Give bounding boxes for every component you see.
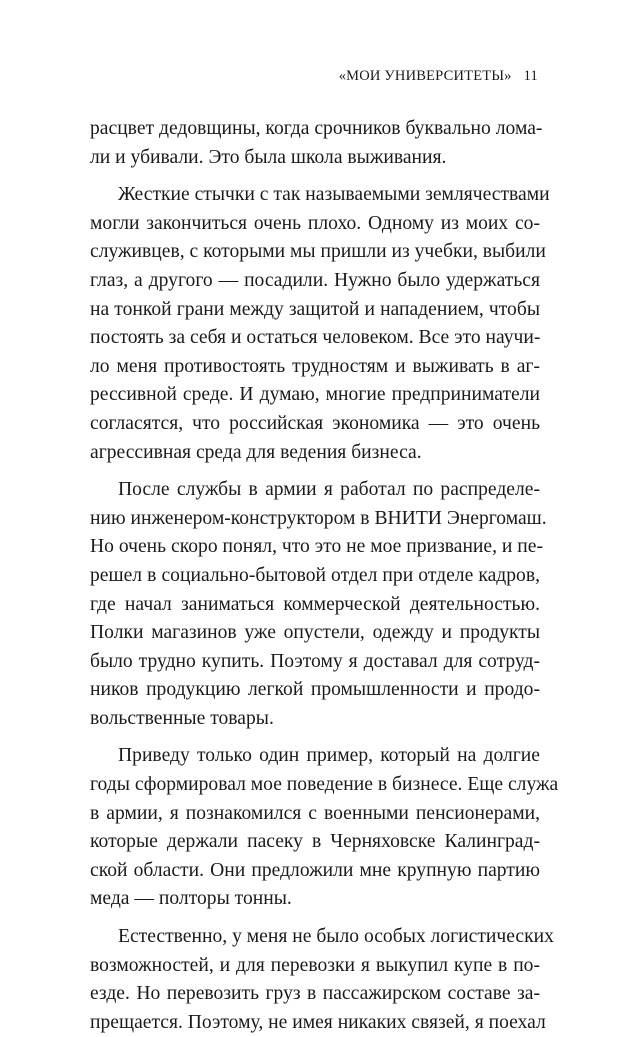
- text-line: где начал заниматься коммерческой деятельностью.: [90, 593, 540, 615]
- text-line: которые держали пасеку в Черняховске Калинград-: [90, 831, 540, 853]
- text-line: годы сформировал мое поведение в бизнесе. Еще служа: [90, 774, 559, 796]
- paragraph: [90, 476, 547, 733]
- paragraph: [90, 923, 554, 1037]
- text-line: глаз, а другого — посадили. Нужно было удержаться: [90, 269, 540, 291]
- paragraph: [90, 115, 543, 172]
- page-number: 11: [523, 68, 538, 84]
- text-line: нию инженером-конструктором в ВНИТИ Энергомаш.: [90, 507, 547, 529]
- text-line: Но очень скоро понял, что это не мое призвание, и пе-: [90, 536, 543, 558]
- text-line: на тонкой грани между защитой и нападением, чтобы: [90, 298, 540, 320]
- text-line: было трудно купить. Поэтому я доставал для сотруд-: [90, 650, 540, 672]
- text-line: ской области. Они предложили мне крупную партию: [90, 859, 540, 881]
- running-title: «МОИ УНИВЕРСИТЕТЫ»: [338, 68, 512, 84]
- text-line: вольственные товары.: [90, 707, 274, 729]
- text-line: в армии, я познакомился с военными пенсионерами,: [90, 802, 540, 824]
- paragraph-gap: [90, 467, 540, 476]
- body-text: [90, 115, 559, 1037]
- paragraph: [90, 742, 559, 914]
- text-line: меда — полторы тонны.: [90, 888, 292, 910]
- text-line: рессивной среде. И думаю, многие предприниматели: [90, 384, 540, 406]
- text-line: постоять за себя и остаться человеком. Все это научи-: [90, 327, 541, 349]
- text-line: Жесткие стычки с так называемыми землячествами: [118, 184, 550, 206]
- paragraph-gap: [90, 914, 540, 923]
- text-line: Полки магазинов уже опустели, одежду и продукты: [90, 622, 540, 644]
- text-line: согласятся, что российская экономика — это очень: [90, 412, 540, 434]
- text-line: возможностей, и для перевозки я выкупил купе в по-: [90, 954, 540, 976]
- paragraph-gap: [90, 172, 540, 181]
- text-line: служивцев, с которыми мы пришли из учебки, выбили: [90, 241, 546, 263]
- text-line: ли и убивали. Это была школа выживания.: [90, 146, 447, 168]
- paragraph: [90, 181, 550, 467]
- text-line: езде. Но перевозить груз в пассажирском составе за-: [90, 983, 540, 1005]
- text-line: могли закончиться очень плохо. Одному из моих со-: [90, 212, 540, 234]
- text-line: Приведу только один пример, который на долгие: [118, 745, 540, 767]
- text-line: ников продукцию легкой промышленности и продо-: [90, 679, 540, 701]
- text-line: Естественно, у меня не было особых логистических: [118, 926, 554, 948]
- paragraph-gap: [90, 733, 540, 742]
- text-line: ло меня противостоять трудностям и выживать в аг-: [90, 355, 540, 377]
- text-line: агрессивная среда для ведения бизнеса.: [90, 441, 422, 463]
- text-line: После службы в армии я работал по распределе-: [118, 479, 540, 501]
- text-line: прещается. Поэтому, не имея никаких связей, я поехал: [90, 1011, 546, 1033]
- running-header: [339, 68, 538, 85]
- text-line: расцвет дедовщины, когда срочников буквально лома-: [90, 118, 543, 139]
- text-line: решел в социально-бытовой отдел при отделе кадров,: [90, 564, 540, 586]
